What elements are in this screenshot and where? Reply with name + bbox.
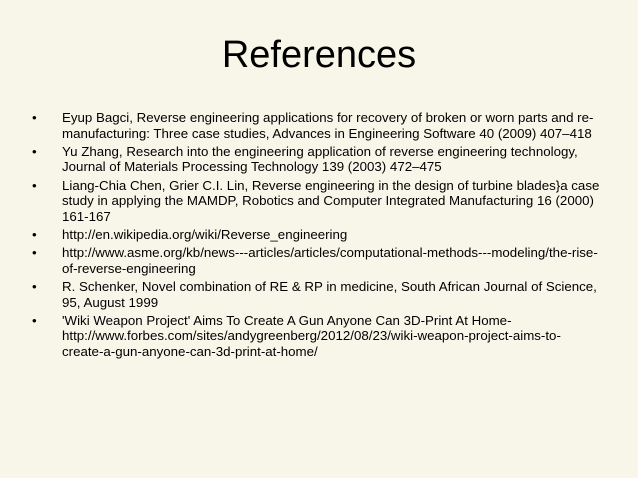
reference-item <box>32 178 602 225</box>
bullet-icon: • <box>32 226 37 242</box>
bullet-icon: • <box>32 143 37 159</box>
bullet-icon: • <box>32 245 37 261</box>
reference-item <box>32 313 602 360</box>
reference-item <box>32 245 602 276</box>
reference-item <box>32 227 602 243</box>
bullet-icon: • <box>32 110 37 125</box>
bullet-icon: • <box>32 312 37 328</box>
slide-title: References <box>221 34 417 76</box>
references-list <box>32 110 602 362</box>
reference-text: 'Wiki Weapon Project' Aims To Create A Gun Anyone Can 3D-Print At Home-http://www.forbes.com/sites/andygreenberg/2012/08/23/wiki-weapon-project-aims-to-create-a-gun-anyone-can-3d-print-at-home/ <box>62 312 561 359</box>
reference-link: http://www.asme.org/kb/news---articles/articles/computational-methods---modeling/the-rise-of-reverse-engineering <box>62 245 598 276</box>
reference-link: http://en.wikipedia.org/wiki/Reverse_engineering <box>62 226 348 242</box>
reference-text: R. Schenker, Novel combination of RE & RP in medicine, South African Journal of Science, 95, August 1999 <box>62 278 597 310</box>
reference-text: Liang-Chia Chen, Grier C.I. Lin, Reverse engineering in the design of turbine blades}a case study in applying the MAMDP, Robotics and Computer Integrated Manufacturing 16 (2000) 161-167 <box>62 177 600 224</box>
reference-text: Eyup Bagci, Reverse engineering applications for recovery of broken or worn parts and re-manufacturing: Three case studies, Advances in Engineering Software 40 (2009) 407–418 <box>62 110 594 141</box>
bullet-icon: • <box>32 177 37 193</box>
reference-item <box>32 144 602 175</box>
reference-text: Yu Zhang, Research into the engineering application of reverse engineering technology, Journal of Materials Processing Technology 139 (2003) 472–475 <box>62 143 578 175</box>
reference-item <box>32 110 602 141</box>
reference-item <box>32 279 602 310</box>
bullet-icon: • <box>32 278 37 294</box>
